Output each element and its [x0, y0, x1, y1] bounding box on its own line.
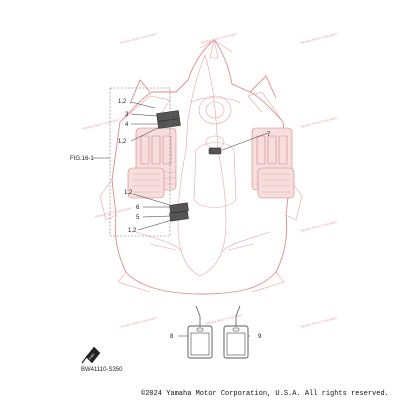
watermark: Yamaha Motor Corporation [94, 205, 133, 219]
svg-text:FWD: FWD [87, 352, 96, 361]
watermark: Yamaha Motor Corporation [299, 115, 338, 129]
callout-7: 7 [267, 132, 271, 138]
callout-5: 5 [136, 215, 140, 221]
watermark: Yamaha Motor Corporation [119, 315, 158, 329]
callout-9: 9 [258, 334, 262, 340]
watermark: Yamaha Motor Corporation [299, 219, 338, 233]
callout-4: 4 [125, 122, 129, 128]
copyright-notice: ©2024 Yamaha Motor Corporation, U.S.A. All rights reserved. [141, 390, 389, 398]
decal-part-7[interactable] [209, 148, 221, 154]
watermark-group [81, 32, 337, 329]
callout-1-2: 1,2 [128, 228, 137, 234]
watermark: Yamaha Motor Corporation [199, 31, 238, 45]
callout-1-2: 1,2 [118, 99, 127, 105]
watermark: Yamaha Motor Corporation [299, 31, 338, 45]
callout-1-2: 1,2 [124, 190, 133, 196]
callout-3: 3 [125, 112, 129, 118]
hang-tag-part-8[interactable] [188, 306, 212, 358]
callout-1-2: 1,2 [118, 139, 127, 145]
front-arrow-icon [82, 347, 100, 363]
watermark: Yamaha Motor Corporation [119, 31, 158, 45]
callout-6: 6 [136, 205, 140, 211]
fig-reference-label[interactable]: FIG.16-1 [70, 156, 94, 162]
watermark: Yamaha Motor Corporation [204, 312, 243, 326]
watermark: Yamaha Motor Corporation [299, 315, 338, 329]
footwell-mat-left-rear [128, 168, 164, 198]
callout-8: 8 [170, 334, 174, 340]
footwell-mat-right-rear [258, 168, 294, 198]
watermark: Yamaha Motor Corporation [81, 117, 120, 131]
diagram-code: BW41110-S350 [81, 367, 123, 373]
